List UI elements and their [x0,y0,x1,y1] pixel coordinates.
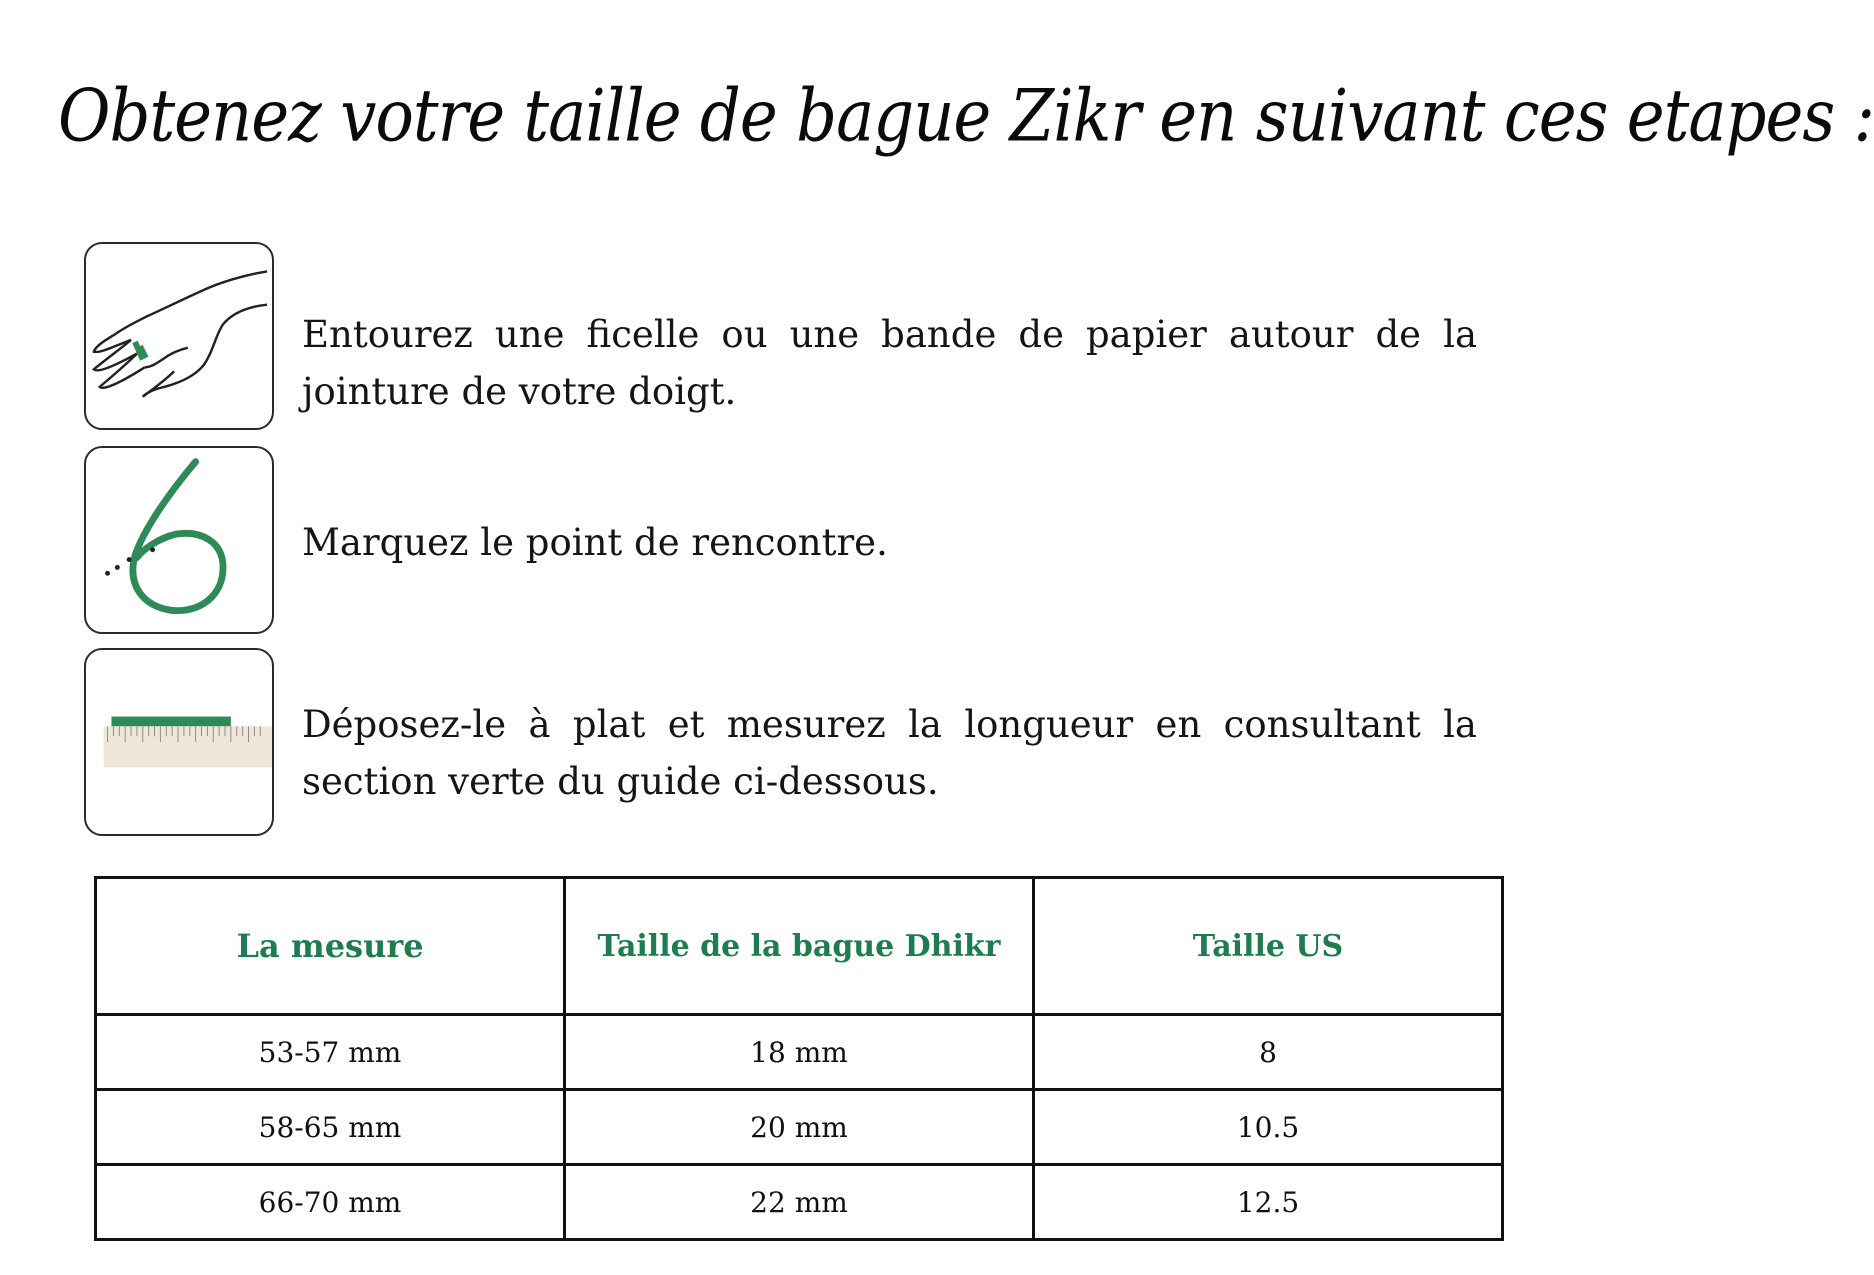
header-la-mesure: La mesure [96,878,565,1015]
table-cell: 18 mm [565,1015,1034,1090]
step-3-text: Déposez-le à plat et mesurez la longueur en consultant la section verte du guide ci-dessous. [302,703,1477,803]
header-taille-us: Taille US [1034,878,1503,1015]
table-header-row [96,878,1503,1015]
step-1-text: Entourez une ficelle ou une bande de papier autour de la jointure de votre doigt. [302,313,1477,413]
header-taille-bague: Taille de la bague Dhikr [565,878,1034,1015]
table-cell: 22 mm [565,1165,1034,1240]
marked-strip-icon [84,446,274,634]
hand-ring-icon [84,242,274,430]
table-cell: 8 [1034,1015,1503,1090]
table-cell: 58-65 mm [96,1090,565,1165]
table-row [96,1090,1503,1165]
table-cell: 10.5 [1034,1090,1503,1165]
table-cell: 12.5 [1034,1165,1503,1240]
table-cell: 66-70 mm [96,1165,565,1240]
table-cell: 20 mm [565,1090,1034,1165]
ruler-icon [84,648,274,836]
step-2-text: Marquez le point de rencontre. [302,521,888,564]
size-table [94,876,1504,1241]
page-title: Obtenez votre taille de bague Zikr en suivant ces etapes : [58,75,1874,159]
table-row [96,1165,1503,1240]
table-cell: 53-57 mm [96,1015,565,1090]
table-row [96,1015,1503,1090]
